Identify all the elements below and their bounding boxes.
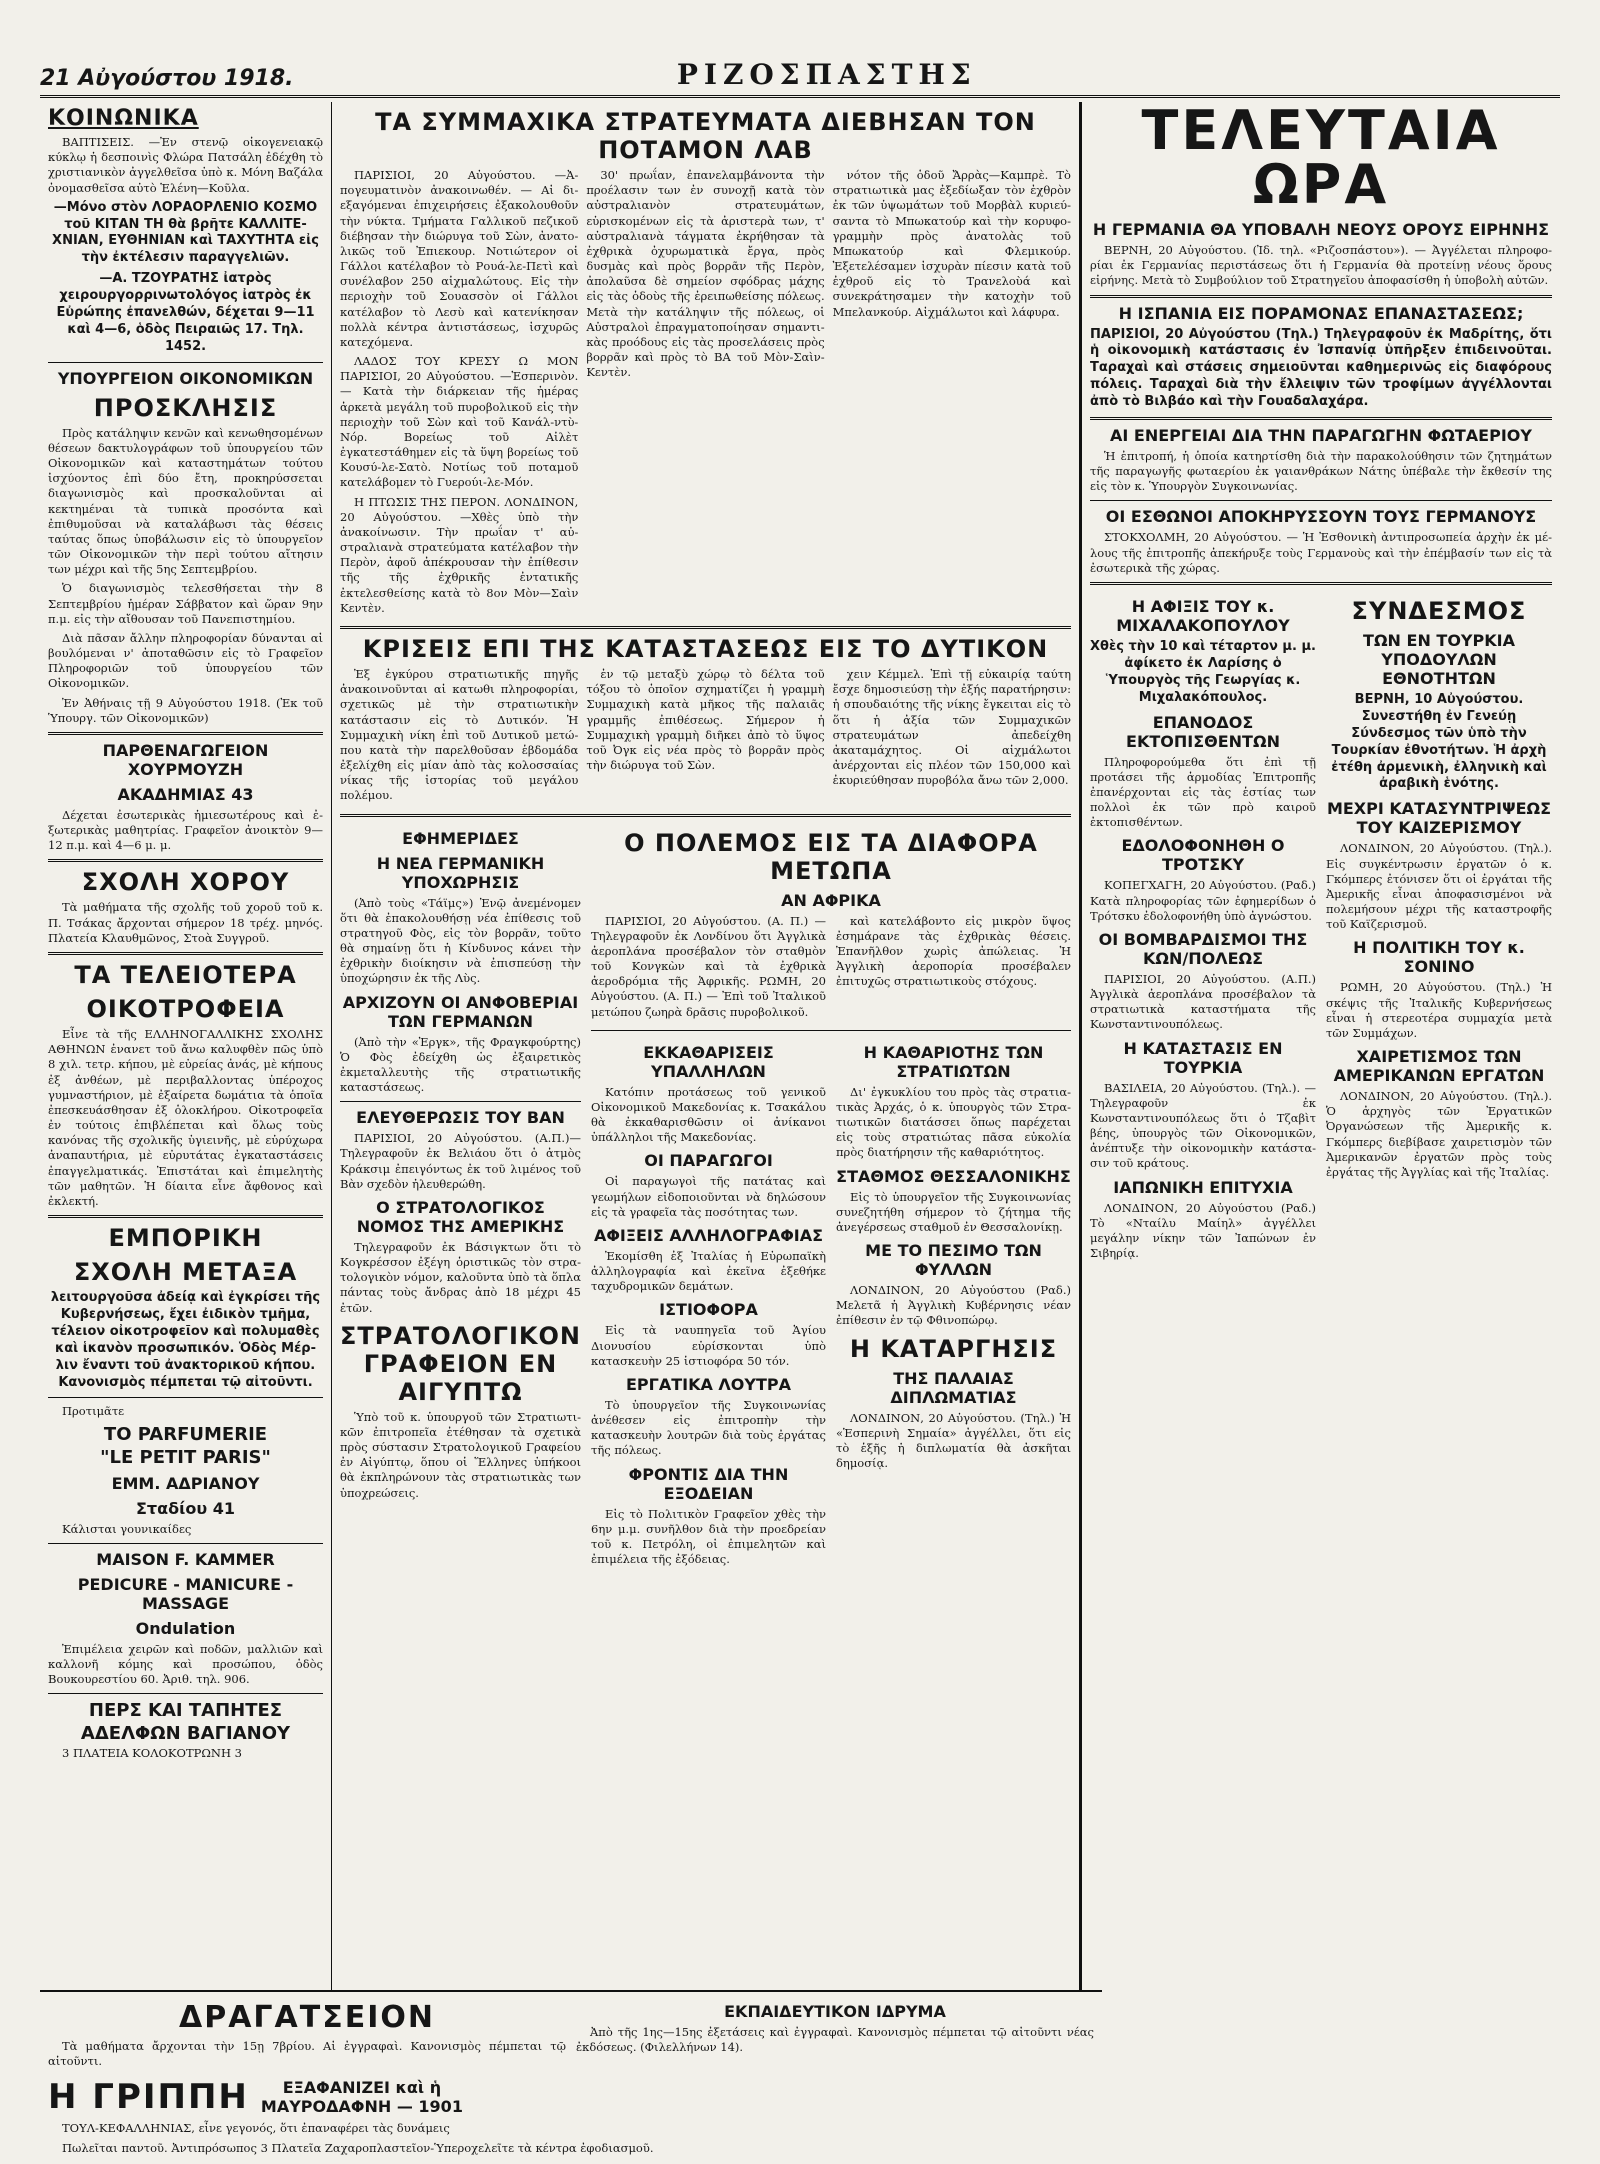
kammer-ad: MAISON F. KAMMER: [96, 1549, 275, 1569]
germania-heading: Η ΓΕΡΜΑΝΙΑ ΘΑ ΥΠΟΒΑΛΗ ΝΕΟΥΣ ΟΡΟΥΣ ΕΙΡΗΝΗΣ: [1092, 220, 1550, 239]
sonino-heading: Η ΠΟΛΙΤΙΚΗ ΤΟΥ κ. ΣΟΝΙΝΟ: [1353, 938, 1525, 977]
baptiseis-text: ΒΑΠΤΙΣΕΙΣ. —Ἐν στενῷ οἰκογενειακῷ κύκλῳ ἡ δεσποινὶς Φλώρα Πατσάλη ἐδέχθη τὸ χριστιανικὸν ἀγγελθεῖσα ὑπὸ κ. Μόνη Βαζάλα ὀνομασθεῖσα αὐτὸ Ἑλένη—Κοῦλα.: [48, 135, 323, 195]
epanodos-text: Πληροφορούμεθα ὅτι ἐπὶ τῇ προτάσει τῆς ἁρμοδίας Ἐπιτροπῆς ἐπανέρχονται εἰς τὰς ἑστίας των πολλοὶ ἐκ τῶν πρὸ καιροῦ ἐκτοπισθέντων.: [1090, 754, 1316, 830]
efimerides-text: (Ἀπὸ τοὺς «Τάϊμς») Ἐνῷ ἀνεμένομεν ὅτι θὰ ἐπακολουθήσῃ νέα ἐπίθεσις τοῦ στρατηγοῦ Φὸς, εἰς τὸν βορρᾶν, τοῦτο θὰ σημαίνῃ ὅτι ἡ Κίνδυνος κάνει τὴν ἐχθρικὴν διοίκησιν νὰ ἐπισπεύσῃ τὴν ὑποχώρησιν ἐκ τῆς Λὺς.: [340, 895, 581, 986]
divider: [48, 1397, 323, 1398]
kallitexnian-ad: —Μόνο στὸν ΛΟΡΑΟΡΛΕΝΙΟ ΚΟΣΜΟ τοῦ ΚΙΤΑΝ ΤΗ θὰ βρῆτε ΚΑΛΛΙΤΕΧΝΙΑΝ, ΕΥΘΗΝΙΑΝ καὶ ΤΑΧΥΤΗΤΑ εἰς τὴν ἐκτέλεσιν παραγγελιῶν.: [52, 199, 319, 266]
divider: [340, 626, 1071, 629]
pesimo-text: ΛΟΝΔΙΝΟΝ, 20 Αὐγούστου (Ραδ.) Μελετᾶ ἡ Ἀγγλικὴ Κυβέρνησις νέαν ἐπίθεσιν ἐν τῷ Φθινοπώρῳ.: [836, 1283, 1071, 1328]
emporiki-heading: ΕΜΠΟΡΙΚΗ: [108, 1224, 263, 1253]
main-text-d: 30' πρωΐαν, ἐπανελαμβάνοντα τὴν προέλασιν των ἐν συνοχῇ κατὰ τὸν αὐστραλιανὸν στρατευμάτων, εὑρισκομένων εἰς τὰ ἀριστερὰ των, τ' αὐστραλιανὰ τάγματα ἐκρήθησαν τὰ ἐχθρικὰ ὀχυρωματικὰ ἔργα, πρὸς δυσμὰς καὶ πρὸς βορρᾶν τῆς Περὸν, ἀπολαῦσα δὲ σημείον σφόδρας μάχης εἰς τὰς ὁδοὺς τῆς ἐρειπωθείσης πόλεως. Μετὰ τὴν κατάληψιν τῆς πόλεως, οἱ Αὐστραλοὶ ἐπραγματοποίησαν σημαντικὰς προόδους εἰς τὰς προσελάσεις πρὸς βορρᾶν καὶ πρὸς τὸ ΒΑ τοῦ Μὸν-Σαὶν-Κεντὲν.: [586, 168, 825, 380]
kammer-text: Ἐπιμέλεια χειρῶν καὶ ποδῶν, μαλλιῶν καὶ καλλονῆ κόμης καὶ προσώπου, ὁδὸς Βουκουρεστίου 60. Ἀριθ. τηλ. 906.: [48, 1641, 323, 1687]
katastripsi-heading: ΜΕΧΡΙ ΚΑΤΑΣΥΝΤΡΙΨΕΩΣ ΤΟΥ ΚΑΙΖΕΡΙΣΜΟΥ: [1326, 799, 1552, 838]
main-text-a: ΠΑΡΙΣΙΟΙ, 20 Αὐγούστου. —Ἀπογευματινὸν ἀνακοινωθέν. — Αἱ διεξαγόμεναι ἐπιχειρήσεις ἐξακολουθοῦν τὴν νύκτα. Τμήματα Γαλλικοῦ πεζικοῦ διέβησαν τὴν διώρυγα τοῦ Σὼν, ἀνατολικῶς τοῦ Ἐπιεκουρ. Νοτιώτερον οἱ Γάλλοι κατέλαβον τὸ Ρουά-λε-Πετὶ καὶ συνέλαβον 250 αἰχμαλώτους. Εἰς τὴν περιοχὴν τοῦ Σουασσὸν οἱ Γάλλοι κατέλαβον τὸ Λεσὺ καὶ κατενίκησαν πολλὰ κέντρα ἀντιστάσεως, ἰσχυρῶς κατεχόμενα.: [340, 168, 579, 349]
left-column: [40, 102, 332, 2126]
ergatika-text: Τὸ ὑπουργεῖον τῆς Συγκοινωνίας ἀνέθεσεν εἰς ἐπιτροπὴν τὴν κατασκευὴν λουτρῶν διὰ τοὺς ἐργάτας τῆς πόλεως.: [591, 1397, 826, 1458]
energeiai-heading: ΑΙ ΕΝΕΡΓΕΙΑΙ ΔΙΑ ΤΗΝ ΠΑΡΑΓΩΓΗΝ ΦΩΤΑΕΡΙΟΥ: [1110, 425, 1532, 445]
teleiotera-heading: ΤΑ ΤΕΛΕΙΟΤΕΡΑ: [74, 961, 297, 989]
frontis-heading: ΦΡΟΝΤΙΣ ΔΙΑ ΤΗΝ ΕΞΟΔΕΙΑΝ: [628, 1464, 789, 1503]
paragogoi-text: Οἱ παραγωγοὶ τῆς πατάτας καὶ γεωμήλων εἰδοποιοῦνται νὰ δηλώσουν εἰς τὰ γραφεῖα τὰς ποσότητας των.: [591, 1174, 826, 1219]
syndesmos-heading: ΣΥΝΔΕΣΜΟΣ: [1351, 597, 1527, 625]
esthonoi-text: ΣΤΟΚΧΟΛΜΗ, 20 Αὐγούστου. — Ἡ Ἐσθονικὴ ἀντιπροσωπεία ἀρχὴν ἐκ μέλους τῆς ἐπιτροπῆς ἀπεκήρυξε τοὺς Γερμανοὺς καὶ τὴν ἐπέμβασίν των εἰς τὰ ἐσωτερικὰ τῆς χώρας.: [1090, 530, 1552, 575]
archiseis-heading: ΑΡΧΙΖΟΥΝ ΟΙ ΑΝΦΟΒΕΡΙΑΙ ΤΩΝ ΓΕΡΜΑΝΩΝ: [342, 992, 579, 1031]
pedicure-ad: PEDICURE - MANICURE - MASSAGE: [77, 1574, 294, 1613]
scholi-metaxa-heading: ΣΧΟΛΗ ΜΕΤΑΞΑ: [73, 1258, 298, 1287]
katharotis-heading: Η ΚΑΘΑΡΙΟΤΗΣ ΤΩΝ ΣΤΡΑΤΙΩΤΩΝ: [863, 1042, 1044, 1081]
plateia-text: 3 ΠΛΑΤΕΙΑ ΚΟΛΟΚΟΤΡΩΝΗ 3: [62, 1746, 242, 1761]
kalistes-text: Κάλισται γουνικαίδες: [62, 1521, 192, 1536]
paragogoi-heading: ΟΙ ΠΑΡΑΓΩΓΟΙ: [644, 1151, 773, 1171]
newspaper-title: ΡΙΖΟΣΠΑΣΤΗΣ: [676, 58, 977, 91]
divider: [340, 1101, 581, 1102]
scholi-chorou-heading: ΣΧΟΛΗ ΧΟΡΟΥ: [81, 868, 290, 897]
katargisis-text: ΛΟΝΔΙΝΟΝ, 20 Αὐγούστου. (Τηλ.) Ἡ «Ἑσπερινὴ Σημαία» ἀγγέλλει, ὅτι εἰς τὸ ἑξῆς ἡ διπλωματία θὰ ἀσκῆται δημοσίᾳ.: [836, 1410, 1071, 1471]
lower-center: [340, 823, 1071, 1572]
bombardismoi-text: ΠΑΡΙΣΙΟΙ, 20 Αὐγούστου. (Α.Π.) Ἀγγλικὰ ἀεροπλάνα προσέβαλον τὰ στρατιωτικὰ καταστήματα τῆς Κωνσταντινουπόλεως.: [1090, 971, 1316, 1032]
divider: [48, 1693, 323, 1694]
trotsky-text: ΚΟΠΕΓΧΑΓΗ, 20 Αὐγούστου. (Ραδ.) Κατὰ πληροφορίας τῶν ἐφημερίδων ὁ Τρότσκυ ἐδολοφονήθη ὑπὸ ἀγνώστου.: [1090, 878, 1316, 923]
pesimo-heading: ΜΕ ΤΟ ΠΕΣΙΜΟ ΤΩΝ ΦΥΛΛΩΝ: [865, 1241, 1042, 1280]
petit-paris-ad: "LE PETIT PARIS": [100, 1446, 271, 1468]
koinonika-heading: ΚΟΙΝΩΝΙΚΑ: [48, 106, 199, 131]
krisis-text-c: χειν Κέμμελ. Ἐπὶ τῇ εὐκαιρίᾳ ταύτη ἔσχε δημοσιεύσῃ τὴν ἐξής παρατήρησιν: ἡ σπουδαιότης τῆς νίκης ἔγκειται εἰς τὸ ὅτι ἡ ἀξία τῶν Συμμαχικῶν στρατευμάτων ἀπεδείχθη ἀκαταμάχητος. Οἱ αἰχμάλωτοι ἀνέρχονται εἰς πλέον τῶν 150,000 καὶ ἐκυριεύθησαν πυροβόλα ἄνω τῶν 2,000.: [832, 666, 1071, 788]
sonino-text: ΡΩΜΗ, 20 Αὐγούστου. (Τηλ.) Ἡ σκέψις τῆς Ἰταλικῆς Κυβερνήσεως εἶναι ἡ στερεοτέρα συμμαχία μετὰ τῶν Συμμάχων.: [1326, 980, 1552, 1040]
esthonoi-heading: ΟΙ ΕΣΘΩΝΟΙ ΑΠΟΚΗΡΥΣΣΟΥΝ ΤΟΥΣ ΓΕΡΜΑΝΟΥΣ: [1105, 507, 1537, 527]
prosklisis-text-2: Ὁ διαγωνισμὸς τελεσθήσεται τὴν 8 Σεπτεμβρίου ἡμέραν Σάββατον καὶ ὥραν 9ην π.μ. εἰς τὴν αἴθουσαν τοῦ Πανεπιστημίου.: [48, 581, 323, 626]
afixeis-heading: ΑΦΙΞΕΙΣ ΑΛΛΗΛΟΓΡΑΦΙΑΣ: [593, 1225, 824, 1245]
katargisis-heading: Η ΚΑΤΑΡΓΗΣΙΣ: [849, 1334, 1058, 1363]
oikotrofeia-text: Εἶνε τὰ τῆς ΕΛΛΗΝΟΓΑΛΛΙΚΗΣ ΣΧΟΛΗΣ ΑΘΗΝΩΝ ἐνανετ τοῦ ἄνω καλυφθὲν πῶς ὑπὸ 8 χιλ. τετρ. κήπου, μὲ εὐρείας ἀνάς, μὲ κήπους ἐξ ἀνθέων, μὲ περιβαλλοντας ὑπέροχος γυμναστήριον, μὲ ἐξαίρετα δωμάτια τὰ ὁποῖα ἐπεσκευάσθησαν ἐξ ὁλοκλήρου. Οἰκοτροφεῖα ἐν τούτοις ἐπιβλέπεται καὶ ὅλως τοὺς κανόνας τῆς σχολικῆς ὑγιεινῆς, μὲ εὐρύχωρα ἀναπαυτήρια, μὲ εὐρυτάτας ἐγκαταστάσεις ἐπαγγελματικάς. Ἐπιστάται καὶ ἐπιμελητὴς τῶν μαθητῶν. Ἡ δίαιτα εἶνε ἄφθονος καὶ ἐκλεκτή.: [48, 1027, 323, 1208]
ypourgeion-heading: ΥΠΟΥΡΓΕΙΟΝ ΟΙΚΟΝΟΜΙΚΩΝ: [57, 368, 314, 388]
krisis-text-a: Ἐξ ἐγκύρου στρατιωτικῆς πηγῆς ἀνακοινοῦνται αἱ κατωθι πληροφορίαι, σχετικῶς μὲ τὴν στρατιωτικὴν κατάστασιν εἰς τὸ Δυτικόν. Ἡ Συμμαχικὴ νίκη ἐπὶ τοῦ Δυτικοῦ μετώπου κατὰ τὴν παρελθοῦσαν ἑβδομάδα ἐξελίχθη εἰς μίαν ἀπὸ τὰς κολοσσαίας νίκας τῆς ἱστορίας τοῦ μεγάλου πολέμου.: [340, 666, 579, 803]
stratologikon-text: Ὑπὸ τοῦ κ. ὑπουργοῦ τῶν Στρατιωτικῶν ἐπιτροπεῖα ἐτέθησαν τὰ σχετικὰ πρὸς σύστασιν Στρατολογικοῦ Γραφείου ἐν Αἰγύπτῳ, ὅπου οἱ Ἕλληνες ὑπήκοοι θὰ ἐκπληρώνουν τὰς στρατιωτικὰς των ὑποχρεώσεις.: [340, 1409, 581, 1500]
main-text-b: ΛΑΔΟΣ ΤΟΥ ΚΡΕΣΥ Ω ΜΟΝ ΠΑΡΙΣΙΟΙ, 20 Αὐγούστου. —Ἑσπερινὸν. — Κατὰ τὴν διάρκειαν τῆς ἡμέρας ἀρκετὰ μεγάλη τοῦ πυροβολικοῦ εἰς τὴν περιοχὴν τοῦ Σὼν καὶ τοῦ Κανάλ-ντὺ-Νόρ. Βορείως τοῦ Αἰλὲτ ἐγκατεστάθημεν εἰς τὰ ὕψη βορείως τοῦ Κουσύ-λε-Σατὸ. Νοτίως τοῦ ποταμοῦ κατελάβομεν τὸ Γυερούι-λε-Μόν.: [340, 354, 579, 490]
germania-text: ΒΕΡΝΗ, 20 Αὐγούστου. (Ἰδ. τηλ. «Ριζοσπάστου»). — Ἀγγέλεται πληροφορίαι ἐκ Γερμανίας περιστάσεως ὅτι ἡ Γερμανία θὰ προτείνῃ νέους ὅρους εἰρήνης. Μετὰ τὸ Συμβούλιον τοῦ Στρατηγεῖου ἀποφασίσθη ἡ ὑποβολὴ αὐτῶν.: [1090, 243, 1552, 288]
tourkia-text: ΒΑΣΙΛΕΙΑ, 20 Αὐγούστου. (Τηλ.). — Τηλεγραφοῦν ἐκ Κωνσταντινουπόλεως ὅτι ὁ Τζαβὶτ βέης, ὑπουργὸς τῶν Οἰκονομικῶν, ἀνέπτυξε τὴν οἰκονομικὴν κατάστασιν τοῦ κράτους.: [1090, 1080, 1316, 1171]
exafanizei-text: ΕΞΑΦΑΝΙΖΕΙ καὶ ἡ: [282, 2078, 442, 2098]
prosklisis-text-1: Πρὸς κατάληψιν κενῶν καὶ κενωθησομένων θέσεων δακτυλογράφων τοῦ ὑπουργείου τῶν Οἰκονομικῶν καὶ καταστημάτων τούτου ἰσχύοντος ἐπὶ δύο ἔτη, προκηρύσσεται διαγωνισμὸς καὶ προσκαλοῦνται αἱ κεκτημέναι τὰ τυπικὰ προσόντα καὶ ἐπιθυμοῦσαι νὰ καταλάβωσι τὰς θέσεις ταύτας ὅπως ὑποβάλωσιν εἰς τὸ ὑπουργεῖον τῶν Οἰκονομικῶν τὴν περὶ τούτου αἴτησιν των μέχρι καὶ τῆς 5ης Σεπτεμβρίου.: [48, 425, 323, 577]
main-headline: ΤΑ ΣΥΜΜΑΧΙΚΑ ΣΤΡΑΤΕΥΜΑΤΑ ΔΙΕΒΗΣΑΝ ΤΟΝ ΠΟΤΑΜΟΝ ΛΑΒ: [375, 108, 1036, 164]
bombardismoi-heading: ΟΙ ΒΟΜΒΑΡΔΙΣΜΟΙ ΤΗΣ ΚΩΝ/ΠΟΛΕΩΣ: [1098, 929, 1308, 968]
ekkathariseis-text: Κατόπιν προτάσεως τοῦ γενικοῦ Οἰκονομικοῦ Μακεδονίας κ. Τσακάλου θὰ ἐκκαθαρισθῶσιν οἱ ἀνίκανοι ὑπάλληλοι τῆς Μακεδονίας.: [591, 1084, 826, 1145]
adelfon-ad: ΑΔΕΛΦΩΝ ΒΑΓΙΑΝΟΥ: [80, 1723, 291, 1745]
stadiou-ad: Σταδίου 41: [136, 1498, 235, 1518]
archiseis-text: (Ἀπὸ τὴν «Ἐργκ», τῆς Φραγκφούρτης) Ὁ Φὸς ἐδείχθη ὡς ἐξαιρετικὸς ἐκμεταλλευτὴς τῆς στρατιωτικῆς καταστάσεως.: [340, 1034, 581, 1095]
masthead: [40, 44, 1560, 98]
divider: [340, 814, 1071, 817]
energeiai-text: Ἡ ἐπιτροπή, ἡ ὁποία κατηρτίσθη διὰ τὴν παρακολούθησιν τῶν ζητημάτων τῆς παραγωγῆς φωταερίου ἐκ γαιανθράκων Νάτης ὑπέβαλε τὴν ἔκθεσίν της εἰς τὸν κ. Ὑπουργὸν Συγκοινωνίας.: [1090, 448, 1552, 494]
syndesmos-text: ΒΕΡΝΗ, 10 Αὐγούστου. Συνεστήθη ἐν Γενεύῃ Σύνδεσμος τῶν ὑπὸ τὴν Τουρκίαν ἐθνοτήτων. Ἡ ἀρχὴ ἐτέθη ἀρμενικὴ, ἐλληνικὴ καὶ ἀραβικὴ ἑνότης.: [1331, 692, 1547, 792]
prosklisis-text-3: Διὰ πᾶσαν ἄλλην πληροφορίαν δύνανται αἱ βουλόμεναι ν' ἀποταθῶσιν εἰς τὸ Γραφεῖον Πληροφοριῶν τοῦ ὑπουργείου τῶν Οἰκονομικῶν.: [48, 630, 323, 691]
stathmos-heading: ΣΤΑΘΜΟΣ ΘΕΣΣΑΛΟΝΙΚΗΣ: [836, 1166, 1071, 1186]
dragatseion-text: Τὰ μαθήματα ἄρχονται τὴν 15ῃ 7βρίου. Αἱ ἐγγραφαὶ. Κανονισμὸς πέμπεται τῷ αἰτοῦντι.: [48, 2039, 566, 2069]
mavrodafni-text: ΜΑΥΡΟΔΑΦΝΗ — 1901: [260, 2097, 463, 2117]
afriki-heading: ΑΝ ΑΦΡΙΚΑ: [781, 890, 881, 910]
ispania-heading: Η ΙΣΠΑΝΙΑ ΕΙΣ ΠΟΡΑΜΟΝΑΣ ΕΠΑΝΑΣΤΑΣΕΩΣ;: [1118, 303, 1524, 323]
protimate-text: Προτιμᾶτε: [62, 1404, 125, 1419]
main-article: [340, 168, 1071, 620]
metaxa-text: λειτουργοῦσα ἀδείᾳ καὶ ἐγκρίσει τῆς Κυβερνήσεως, ἔχει ἐιδικὸν τμῆμα, τέλειον οἰκοτροφεῖον καὶ πολυμαθὲς καὶ ἱκανὸν προσωπικόν. Ὁδὸς Μέρλιν ἔναντι τοῦ ἀνακτορικοῦ κήπου. Κανονισμὸς πέμπεται τῷ αἰτοῦντι.: [50, 1290, 321, 1390]
xairetismos-text: ΛΟΝΔΙΝΟΝ, 20 Αὐγούστου. (Τηλ.). Ὁ ἀρχηγὸς τῶν Ἐργατικῶν Ὀργανώσεων τῆς Ἀμερικῆς κ. Γκόμπερς διεβίβασε χαιρετισμὸν τῶν Ἀμερικανῶν ἐργατῶν πρὸς τοὺς ἐργάτας τῆς Ἀγγλίας καὶ τῆς Ἰταλίας.: [1326, 1089, 1552, 1179]
parthenagogeion-text: Δέχεται ἐσωτερικὰς ἡμιεσωτέρους καὶ ἐξωτερικὰς μαθητρίας. Γραφεῖον ἀνοικτὸν 9—12 π.μ. καὶ 4—6 μ. μ.: [48, 807, 323, 853]
stathmos-text: Εἰς τὸ ὑπουργεῖον τῆς Συγκοινωνίας συνεζητήθη σήμερον τὸ ζήτημα τῆς ἀνεγέρσεως σταθμοῦ ἐν Θεσσαλονίκῃ.: [836, 1189, 1071, 1234]
dragatseion-heading: ΔΡΑΓΑΤΣΕΙΟΝ: [179, 2000, 435, 2035]
main-text-e: νότον τῆς ὁδοῦ Ἄρρὰς—Καμπρὲ. Τὸ στρατιωτικὰ μας ἐξεδίωξαν τὸν ἐχθρὸν ἐκ τῶν ὑψωμάτων τοῦ Μορβὰλ κυριεύσαντα τὸ Μπωκατούρ καὶ τὴν κορυφογραμμὴν πρὸς ἀνατολὰς τοῦ Μπωκατούρ καὶ Φλεμικούρ. Ἐξετελέσαμεν ἰσχυρὰν πίεσιν κατὰ τοῦ ἐχθροῦ εἰς τὸ Τρανελοὺά καὶ συνεκράτησαμεν τὴν κατοχὴν τοῦ Μπελανκούρ. Αἰχμάλωτοι καὶ λάφυρα.: [832, 168, 1071, 319]
tzouratis-ad: —Α. ΤΖΟΥΡΑΤΗΣ ἰατρὸς χειρουργορρινωτολόγος ἰατρὸς ἐκ Εὐρώπης ἐπανελθών, δέχεται 9—11 καὶ 4—6, ὁδὸς Πειραιῶς 17. Τηλ. 1452.: [56, 271, 315, 354]
polemos-headline: Ο ΠΟΛΕΜΟΣ ΕΙΣ ΤΑ ΔΙΑΦΟΡΑ ΜΕΤΩΠΑ: [624, 828, 1038, 885]
tapites-ad: ΠΕΡΣ ΚΑΙ ΤΑΠΗΤΕΣ: [88, 1700, 283, 1722]
afixeis-text: Ἐκομίσθη ἐξ Ἰταλίας ἡ Εὐρωπαϊκὴ ἀλληλογραφία καὶ ἐκεῖνα ἐξεθήκε ταχυδρομικῶν δεμάτων.: [591, 1248, 826, 1294]
divider: [1090, 417, 1552, 420]
center-column: [332, 102, 1082, 2126]
nea-germaniki-heading: Η ΝΕΑ ΓΕΡΜΑΝΙΚΗ ΥΠΟΧΩΡΗΣΙΣ: [376, 853, 545, 892]
divider: [1090, 295, 1552, 298]
afixis-mix-text: Χθὲς τὴν 10 καὶ τέταρτον μ. μ. ἀφίκετο ἐκ Λαρίσης ὁ Ὑπουργὸς τῆς Γεωργίας κ. Μιχαλακόπουλος.: [1090, 639, 1316, 705]
stratologikon-heading: ΣΤΡΑΤΟΛΟΓΙΚΟΝ ΓΡΑΦΕΙΟΝ ΕΝ ΑΙΓΥΠΤΩ: [340, 1321, 581, 1406]
prosklisis-sign: Ἐν Ἀθήναις τῇ 9 Αὐγούστου 1918. (Ἐκ τοῦ Ὑπουργ. τῶν Οἰκονομικῶν): [48, 695, 323, 725]
divider: [48, 859, 323, 862]
efimerides-heading: ΕΦΗΜΕΡΙΔΕΣ: [402, 828, 519, 848]
divider: [48, 1215, 323, 1218]
akadimias-heading: ΑΚΑΔΗΜΙΑΣ 43: [117, 784, 254, 804]
adrianou-ad: ΕΜΜ. ΑΔΡΙΑΝΟΥ: [111, 1473, 260, 1493]
xairetismos-heading: ΧΑΙΡΕΤΙΣΜΟΣ ΤΩΝ ΑΜΕΡΙΚΑΝΩΝ ΕΡΓΑΤΩΝ: [1333, 1047, 1545, 1086]
krisis-headline: ΚΡΙΣΕΙΣ ΕΠΙ ΤΗΣ ΚΑΤΑΣΤΑΣΕΩΣ ΕΙΣ ΤΟ ΔΥΤΙΚΟΝ: [362, 634, 1049, 663]
divider: [591, 1030, 1071, 1031]
prosklisis-heading: ΠΡΟΣΚΛΗΣΙΣ: [93, 393, 278, 422]
istiofora-text: Εἰς τὰ ναυπηγεῖα τοῦ Ἁγίου Διονυσίου εὑρίσκονται ὑπὸ κατασκευὴν 25 ἱστιοφόρα 50 τόν.: [591, 1323, 826, 1368]
iaponiki-heading: ΙΑΠΩΝΙΚΗ ΕΠΙΤΥΧΙΑ: [1113, 1177, 1293, 1197]
stratologikos-heading: Ο ΣΤΡΑΤΟΛΟΓΙΚΟΣ ΝΟΜΟΣ ΤΗΣ ΑΜΕΡΙΚΗΣ: [356, 1197, 565, 1236]
ekkathariseis-heading: ΕΚΚΑΘΑΡΙΣΕΙΣ ΥΠΑΛΛΗΛΩΝ: [643, 1042, 774, 1081]
katharotis-text: Δι' ἐγκυκλίου του πρὸς τὰς στρατιατικὰς Ἀρχάς, ὁ κ. ὑπουργὸς τῶν Στρατιωτικῶν διατάσσει ὅπως παρέχεται εἰς τοὺς στρατιώτας πᾶσα εὐκολία πρὸς διατήρησιν τῆς καθαριότητος.: [836, 1084, 1071, 1160]
divider: [48, 1543, 323, 1544]
polemos-text: ΠΑΡΙΣΙΟΙ, 20 Αὐγούστου. (Α. Π.) — Τηλεγραφοῦν ἐκ Λονδίνου ὅτι Ἀγγλικὰ ἀεροπλάνα προσέβαλον τὸν σταθμὸν τοῦ Κονγκὼν καὶ τὰ ἐχθρικὰ ἀεροδρόμια τῆς Ἀφρικῆς. ΡΩΜΗ, 20 Αὐγούστου. (Α. Π.) — Ἐπὶ τοῦ Ἰταλικοῦ μετώπου ζωηρὰ δρᾶσις πυροβολικοῦ.: [591, 913, 826, 1019]
parthenagogeion-heading: ΠΑΡΘΕΝΑΓΩΓΕΙΟΝ ΧΟΥΡΜΟΥΖΗ: [102, 740, 269, 779]
ekpaideutikon-text: Ἀπὸ τῆς 1ης—15ης ἐξετάσεις καὶ ἐγγραφαὶ. Κανονισμὸς πέμπεται τῷ αἰτοῦντι νέας ἐκδόσεως. (Φιλελλήνων 14).: [576, 2025, 1094, 2055]
syndesmos-subheading: ΤΩΝ ΕΝ ΤΟΥΡΚΙΑ ΥΠΟΔΟΥΛΩΝ ΕΘΝΟΤΗΤΩΝ: [1363, 631, 1515, 688]
katargisis-subheading: ΤΗΣ ΠΑΛΑΙΑΣ ΔΙΠΛΩΜΑΤΙΑΣ: [890, 1368, 1017, 1407]
stratologikos-text: Τηλεγραφοῦν ἐκ Βάσιγκτων ὅτι τὸ Κογκρέσσον ἐξέγη ὁριστικῶς τὸν στρατολογικὸν νόμον, καλοῦντα ὑπὸ τὰ ὅπλα πάντας τοὺς ἄνδρας ἀπὸ 18 μέχρι 45 ἐτῶν.: [340, 1239, 581, 1315]
main-text-c: Η ΠΤΩΣΙΣ ΤΗΣ ΠΕΡΟΝ. ΛΟΝΔΙΝΟΝ, 20 Αὐγούστου. —Χθὲς ὑπὸ τὴν ἀνακοίνωσιν. Τὴν πρωΐαν τ' αὐστραλιανὰ στρατεύματα κατέλαβον τὴν Περὸν, ἀφοῦ ἀπέκρουσαν τὴν ἐπίθεσιν τῆς τῆς ἐχθρικῆς ἐντατικῆς ἐκτελεσθείσης κατὰ τὸ 8ον Μὸν—Σαὶν Κεντὲν.: [340, 494, 579, 615]
gripi-heading: Η ΓΡΙΠΠΗ: [48, 2077, 249, 2118]
frontis-text: Εἰς τὸ Πολιτικὸν Γραφεῖον χθὲς τὴν 6ην μ.μ. συνῆλθον διὰ τὴν προεδρείαν τοῦ κ. Πετρόλη, οἱ ἐπιμελητῶν καὶ ἐπιμέλεια τῆς ἐξόδειας.: [591, 1506, 826, 1567]
footer-text: Πωλεῖται παντοῦ. Ἀντιπρόσωπος 3 Πλατεῖα Ζαχαροπλαστεῖον-Ὑπεροχελεῖτε τὰ κέντρα ἐφοδιασμοῦ.: [62, 2140, 654, 2155]
bottom-ads: [40, 1990, 1102, 2164]
ekpaideutikon-heading: ΕΚΠΑΙΔΕΥΤΙΚΟΝ ΙΔΡΥΜΑ: [724, 2002, 946, 2021]
issue-date: 21 Αὐγούστου 1918.: [40, 66, 294, 91]
krisis-article: [340, 667, 1071, 808]
divider: [48, 732, 323, 735]
epanodos-heading: ΕΠΑΝΟΔΟΣ ΕΚΤΟΠΙΣΘΕΝΤΩΝ: [1126, 712, 1280, 751]
istiofora-heading: ΙΣΤΙΟΦΟΡΑ: [659, 1300, 758, 1320]
oikotrofeia-heading: ΟΙΚΟΤΡΟΦΕΙΑ: [86, 995, 285, 1023]
divider: [1090, 500, 1552, 501]
ondulation-ad: Ondulation: [135, 1618, 236, 1638]
katastripsi-text: ΛΟΝΔΙΝΟΝ, 20 Αὐγούστου. (Τηλ.). Εἰς συγκέντρωσιν ἐργατῶν ὁ κ. Γκόμπερς ἐτόνισεν ὅτι οἱ ἐργάται τῆς Ἀμερικῆς εἶναι ἀποφασισμένοι νὰ πολεμήσουν μέχρι τῆς καταστροφῆς τοῦ Καϊζερισμοῦ.: [1326, 841, 1552, 932]
divider: [1090, 582, 1552, 585]
polemos-text-2: καὶ κατελάβοντο εἰς μικρὸν ὕψος ἐσημάρανε τὰς ἐχθρικὰς θέσεις. Ἐπανῆλθον χωρὶς ἀπώλειας. Ἡ Ἀγγλικὴ ἀεροπορία προσέβαλεν ἐπιτυχῶς στρατιωτικοὺς στόχους.: [836, 913, 1071, 989]
divider: [48, 952, 323, 955]
ergatika-heading: ΕΡΓΑΤΙΚΑ ΛΟΥΤΡΑ: [625, 1374, 792, 1394]
afixis-mix-heading: Η ΑΦΙΞΙΣ ΤΟΥ κ. ΜΙΧΑΛΑΚΟΠΟΥΛΟΥ: [1116, 597, 1290, 635]
trotsky-heading: ΕΔΟΛΟΦΟΝΗΘΗ Ο ΤΡΟΤΣΚΥ: [1121, 836, 1285, 875]
right-column: [1082, 99, 1560, 2126]
divider: [48, 362, 323, 363]
parfumerie-ad: ΤΟ PARFUMERIE: [103, 1423, 268, 1445]
iaponiki-text: ΛΟΝΔΙΝΟΝ, 20 Αὐγούστου (Ραδ.) Τὸ «Νταίλυ Μαίηλ» ἀγγέλλει μεγάλην νίκην τῶν Ἰαπώνων ἐν Σιβηρίᾳ.: [1090, 1200, 1316, 1261]
ispania-text: ΠΑΡΙΣΙΟΙ, 20 Αὐγούστου (Τηλ.) Τηλεγραφοῦν ἐκ Μαδρίτης, ὅτι ἡ οἰκονομικὴ κατάστασις ἐν Ἰσπανίᾳ ὑπῆρξεν ἐπιδεινοῦται. Ταραχαὶ καὶ στάσεις σημειοῦνται καθημερινῶς εἰς διαφόρους πόλεις. Ταραχαὶ διὰ τὴν ἔλλειψιν τῶν τροφίμων ἀγγέλλονται ἀπὸ τὸ Βιλβάο καὶ τὴν Γουαδαλαχάρα.: [1090, 326, 1552, 410]
eleftherosis-heading: ΕΛΕΥΘΕΡΩΣΙΣ ΤΟΥ ΒΑΝ: [356, 1108, 565, 1128]
eleftherosis-text: ΠΑΡΙΣΙΟΙ, 20 Αὐγούστου. (Α.Π.)— Τηλεγραφοῦν ἐκ Βελιάου ὅτι ὁ ἀτμὸς Κράκσιμ ἐπειγόντως ἐκ τοῦ λιμένος τοῦ Βὰν σχεδὸν ἠλευθερώθη.: [340, 1131, 581, 1191]
scholi-chorou-text: Τὰ μαθήματα τῆς σχολῆς τοῦ χοροῦ τοῦ κ. Π. Τσάκας ἄρχονται σήμερον 18 τρέχ. μηνός. Πλατεία Κλαυθμῶνος, Στοὰ Συγγροῦ.: [48, 900, 323, 945]
teleutaia-ora-heading: ΤΕΛΕΥΤΑΙΑ ΩΡΑ: [1141, 99, 1501, 216]
tourkia-heading: Η ΚΑΤΑΣΤΑΣΙΣ ΕΝ ΤΟΥΡΚΙΑ: [1123, 1038, 1283, 1077]
columns: [40, 99, 1560, 2126]
krisis-text-b: ἐν τῷ μεταξὺ χώρῳ τὸ δέλτα τοῦ τόξου τὸ ὁποῖον σχηματίζει ἡ γραμμὴ Συμμαχικὴ κατὰ μῆκος τῆς παλαιᾶς γραμμῆς ἐπιθέσεως. Σήμερον ἡ Συμμαχικὴ γραμμὴ διῆκει ἀπὸ τὸ ὕψος τοῦ Ὀγκ εἰς νέα πρὸς τὸ βορρᾶν πρὸς τὴν διώρυγα τοῦ Σὼν.: [586, 666, 825, 773]
toyl-text: ΤΟΥΛ-ΚΕΦΑΛΛΗΝΙΑΣ, εἶνε γεγονός, ὅτι ἐπαναφέρει τὰς δυνάμεις: [62, 2121, 450, 2136]
